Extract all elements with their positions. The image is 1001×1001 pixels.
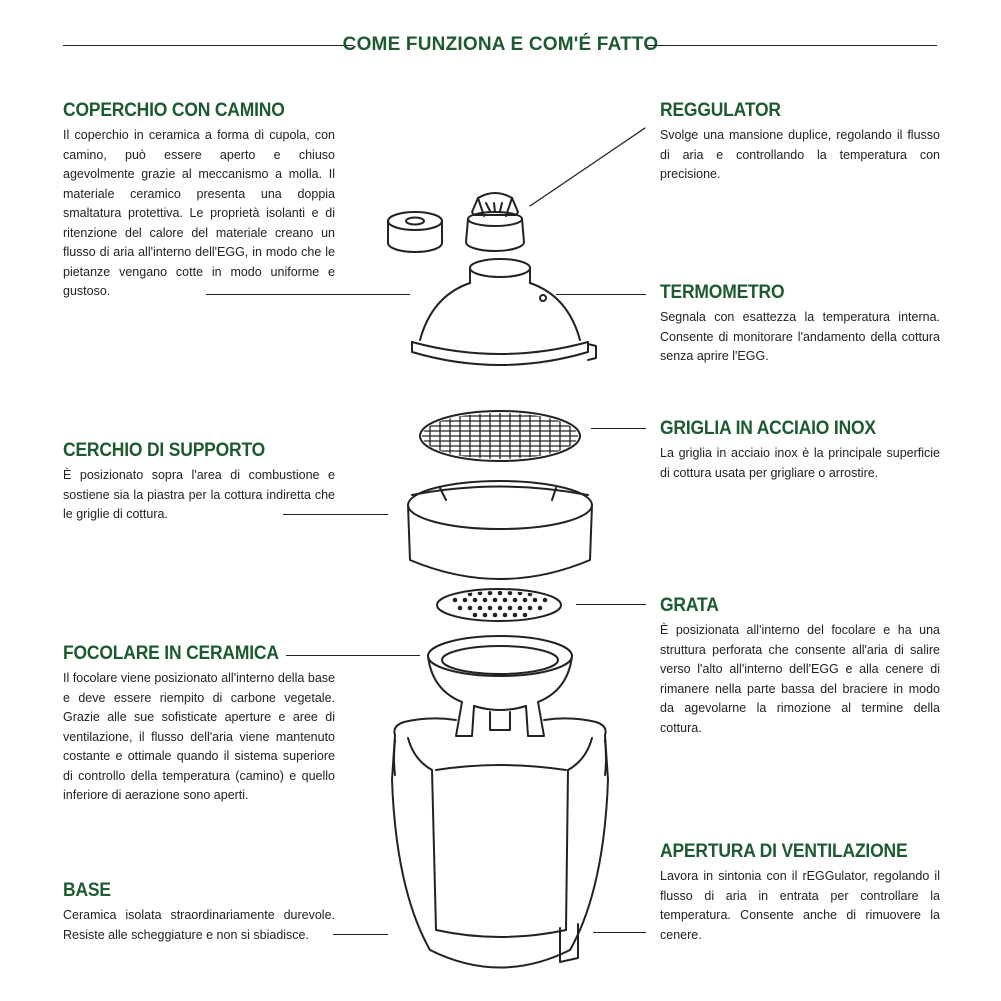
- section-body-cerchio: È posizionato sopra l'area di combustione e sostiene sia la piastra per la cottura indiretta che le griglie di cottura.: [63, 468, 335, 521]
- section-body-reggulator: Svolge una mansione duplice, regolando il flusso di aria e controllando la temperatura con precisione.: [660, 128, 940, 181]
- section-heading-coperchio: COPERCHIO CON CAMINO: [63, 100, 285, 121]
- page-title: COME FUNZIONA E COM'É FATTO: [342, 34, 659, 55]
- fire-ring-part: [408, 481, 592, 579]
- section-body-base: Ceramica isolata straordinariamente durevole. Resiste alle scheggiature e non si sbiadisce.: [63, 908, 335, 942]
- section-heading-focolare: FOCOLARE IN CERAMICA: [63, 643, 279, 664]
- base-part: [392, 718, 608, 967]
- section-body-focolare: Il focolare viene posizionato all'interno della base e deve essere riempito di carbone vegetale. Grazie alle sue sofisticate aperture e aree di ventilazione, il flusso dell'aria viene mantenuto costante e ottimale quando il sistema superiore di controllo della temperatura (camino) e quello inferiore di aerazione sono aperti.: [63, 671, 335, 802]
- section-heading-base: BASE: [63, 880, 111, 901]
- fire-box-part: [428, 636, 572, 736]
- section-heading-grata: GRATA: [660, 595, 719, 616]
- section-heading-apertura: APERTURA DI VENTILAZIONE: [660, 841, 908, 862]
- section-body-griglia: La griglia in acciaio inox è la principale superficie di cottura usata per grigliare o arrostire.: [660, 446, 940, 480]
- rain-cap-part: [388, 212, 442, 252]
- section-heading-cerchio: CERCHIO DI SUPPORTO: [63, 440, 266, 461]
- cooking-grid-part: [420, 410, 580, 462]
- section-body-grata: È posizionata all'interno del focolare e ha una struttura perforata che consente all'aria di salire verso l'alto all'interno dell'EGG e alla cenere di rimanere nella parte bassa del braciere in modo da agevolarne la rimozione al termine della cottura.: [660, 623, 940, 735]
- section-heading-reggulator: REGGULATOR: [660, 100, 781, 121]
- leader-reggulator: [530, 128, 645, 206]
- section-body-termometro: Segnala con esattezza la temperatura interna. Consente di monitorare l'andamento della cottura senza aprire l'EGG.: [660, 310, 940, 363]
- section-heading-termometro: TERMOMETRO: [660, 282, 785, 303]
- section-body-apertura: Lavora in sintonia con il rEGGulator, regolando il flusso di aria in entrata per controllare la temperatura. Consente anche di rimuovere la cenere.: [660, 869, 940, 942]
- reggulator-part: [466, 193, 524, 251]
- section-body-coperchio: Il coperchio in ceramica a forma di cupola, con camino, può essere aperto e chiuso agevolmente grazie al meccanismo a molla. Il materiale ceramico presenta una doppia smaltatura protettiva. Le proprietà isolanti e di ritenzione del calore del materiale creano un flusso di aria all'interno dell'EGG, in modo che le pietanze vengano cotte in modo uniforme e gustoso.: [63, 128, 335, 298]
- dome-lid-part: [412, 259, 596, 365]
- section-heading-griglia: GRIGLIA IN ACCIAIO INOX: [660, 418, 876, 439]
- grate-part: [437, 589, 561, 621]
